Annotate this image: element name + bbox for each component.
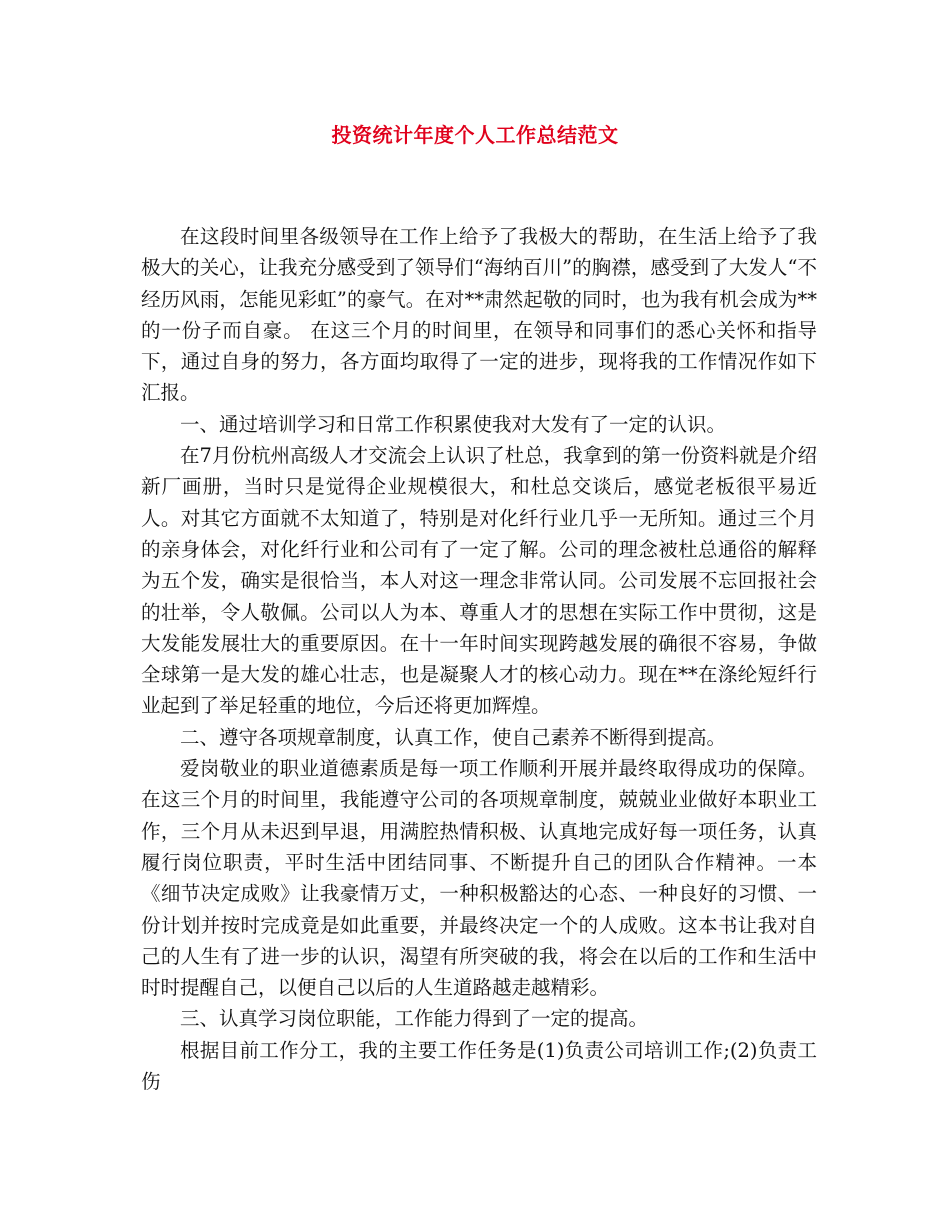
document-body [141,221,817,1097]
paragraph-section-3: 根据目前工作分工，我的主要工作任务是(1)负责公司培训工作;(2)负责工伤 [141,1038,817,1094]
section-heading-3: 三、认真学习岗位职能，工作能力得到了一定的提高。 [180,1007,649,1031]
paragraph-section-1: 在7月份杭州高级人才交流会上认识了杜总，我拿到的第一份资料就是介绍新厂画册，当时只是觉得企业规模很大，和杜总交谈后，感觉老板很平易近人。对其它方面就不太知道了，特别是对化纤行业几乎一无所知。通过三个月的亲身体会，对化纤行业和公司有了一定了解。公司的理念被杜总通俗的解释为五个发，确实是很恰当，本人对这一理念非常认同。公司发展不忘回报社会的壮举，令人敬佩。公司以人为本、尊重人才的思想在实际工作中贯彻，这是大发能发展壮大的重要原因。在十一年时间实现跨越发展的确很不容易，争做全球第一是大发的雄心壮志，也是凝聚人才的核心动力。现在**在涤纶短纤行业起到了举足轻重的地位，今后还将更加辉煌。 [141,444,817,718]
section-heading-2: 二、遵守各项规章制度，认真工作，使自己素养不断得到提高。 [180,725,727,749]
document-title: 投资统计年度个人工作总结范文 [331,123,619,147]
paragraph-section-2: 爱岗敬业的职业道德素质是每一项工作顺利开展并最终取得成功的保障。在这三个月的时间里，我能遵守公司的各项规章制度，兢兢业业做好本职业工作，三个月从未迟到早退，用满腔热情积极、认真地完成好每一项任务，认真履行岗位职责，平时生活中团结同事、不断提升自己的团队合作精神。一本《细节决定成败》让我豪情万丈，一种积极豁达的心态、一种良好的习惯、一份计划并按时完成竟是如此重要，并最终决定一个的人成败。这本书让我对自己的人生有了进一步的认识，渴望有所突破的我，将会在以后的工作和生活中时时提醒自己，以便自己以后的人生道路越走越精彩。 [141,757,817,1000]
section-heading-1: 一、通过培训学习和日常工作积累使我对大发有了一定的认识。 [180,412,727,436]
paragraph-intro: 在这段时间里各级领导在工作上给予了我极大的帮助，在生活上给予了我极大的关心，让我充分感受到了领导们“海纳百川”的胸襟，感受到了大发人“不经历风雨，怎能见彩虹”的豪气。在对**肃然起敬的同时，也为我有机会成为**的一份子而自豪。 在这三个月的时间里，在领导和同事们的悉心关怀和指导下，通过自身的努力，各方面均取得了一定的进步，现将我的工作情况作如下汇报。 [141,225,817,405]
